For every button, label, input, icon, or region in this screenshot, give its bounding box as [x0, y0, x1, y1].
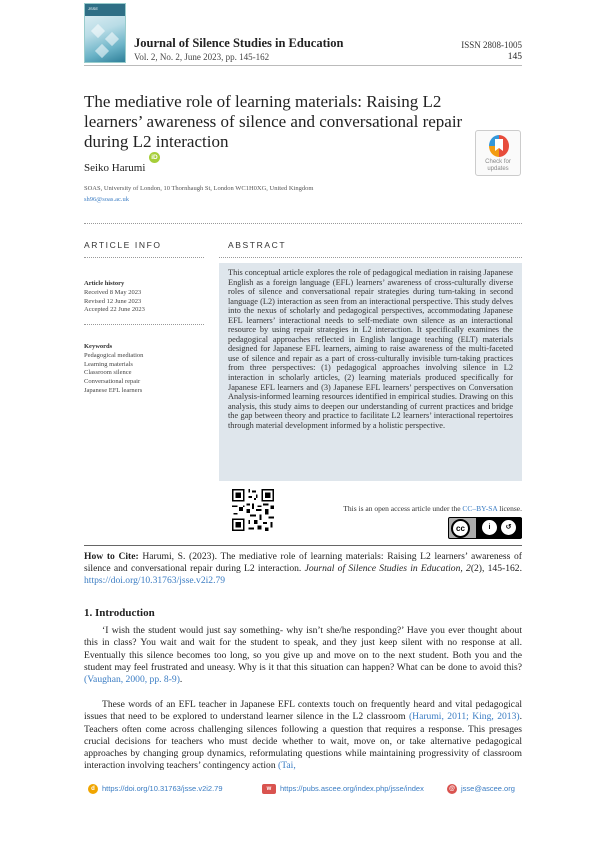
- footer-email-text: jsse@ascee.org: [461, 784, 515, 793]
- footer-url-text: https://pubs.ascee.org/index.php/jsse/index: [280, 784, 424, 793]
- intro-quote-end: .: [179, 674, 183, 685]
- citation-link[interactable]: (Vaughan, 2000, pp. 8-9): [84, 674, 180, 685]
- history-heading: Article history: [84, 280, 125, 287]
- crossmark-label-1: Check for: [485, 159, 511, 165]
- citation-pages: (2), 145-162.: [470, 563, 523, 575]
- citation-link[interactable]: (Harumi, 2011; King, 2013): [408, 711, 520, 723]
- keyword-item: Conversational repair: [84, 378, 141, 386]
- www-icon: w: [262, 784, 276, 794]
- abstract-divider: [219, 257, 522, 258]
- keywords-block: [84, 343, 204, 396]
- author-name: Seiko Harumi: [84, 162, 146, 174]
- footer-email[interactable]: [447, 784, 515, 794]
- journal-volume-info: Vol. 2, No. 2, June 2023, pp. 145-162: [134, 52, 270, 62]
- footer-doi-text: https://doi.org/10.31763/jsse.v2i2.79: [102, 784, 223, 793]
- cover-text: JSSE: [88, 6, 99, 11]
- article-info-label: ARTICLE INFO: [84, 240, 162, 250]
- journal-name: Journal of Silence Studies in Education: [134, 36, 344, 50]
- qr-code-icon: [230, 487, 276, 533]
- email-icon: @: [447, 784, 457, 794]
- attribution-icon: i: [482, 520, 497, 535]
- how-to-cite-label: How to Cite:: [84, 551, 139, 562]
- intro-paragraph-2: [84, 699, 522, 773]
- citation-rule: [84, 545, 522, 546]
- author-email-link[interactable]: sh96@soas.ac.uk: [84, 196, 129, 203]
- abstract-box: [219, 263, 522, 481]
- header-rule: [84, 65, 522, 66]
- license-text-before: This is an open access article under the: [343, 504, 463, 513]
- received-date: Received 8 May 2023: [84, 288, 142, 296]
- accepted-date: Accepted 22 June 2023: [84, 306, 145, 314]
- crossmark-label-2: updates: [487, 166, 509, 172]
- article-info-divider: [84, 257, 204, 258]
- author-affiliation: SOAS, University of London, 10 Thornhaugh St, London WC1H0XG, United Kingdom: [84, 185, 314, 192]
- orcid-icon[interactable]: iD: [149, 152, 160, 163]
- how-to-cite: [84, 551, 522, 588]
- footer-url[interactable]: [262, 784, 424, 794]
- cc-icon: cc: [451, 519, 470, 538]
- intro-p2-text-a: These words of an EFL teacher in Japanese EFL contexts touch on frequently heard and vital pedagogical issues that need to be explored to understand learner silence in the L2 classroom: [84, 699, 522, 723]
- share-alike-icon: ↺: [501, 520, 516, 535]
- section-divider: [84, 223, 522, 224]
- page-number: 145: [507, 52, 522, 62]
- article-title: The mediative role of learning materials: Raising L2 learners’ awareness of silence and conversational repair during L2 interaction: [84, 92, 463, 151]
- section-heading-introduction: 1. Introduction: [84, 607, 155, 619]
- journal-cover-thumbnail: [84, 3, 126, 63]
- license-text-after: license.: [497, 504, 522, 513]
- keyword-item: Pedagogical mediation: [84, 351, 144, 359]
- bookmark-icon: [489, 135, 509, 157]
- article-info-divider-2: [84, 324, 204, 325]
- footer-doi[interactable]: [88, 784, 223, 794]
- intro-paragraph-1: [84, 625, 522, 686]
- keyword-item: Japanese EFL learners: [84, 386, 143, 394]
- citation-text: Harumi, S. (2023). The mediative role of learning materials: Raising L2 learners’ awareness of silence and conversational repair during L2 interaction.: [84, 551, 522, 575]
- open-access-statement: [343, 504, 522, 513]
- citation-link[interactable]: (Tai,: [278, 760, 296, 772]
- cc-by-sa-link[interactable]: CC–BY-SA: [462, 504, 498, 513]
- cc-by-sa-badge-icon[interactable]: [448, 517, 522, 539]
- keyword-item: Learning materials: [84, 360, 133, 368]
- abstract-label: ABSTRACT: [228, 240, 287, 250]
- issn: ISSN 2808-1005: [461, 40, 522, 50]
- intro-quote-text: ‘I wish the student would just say something- why isn’t she/he responding?’ Have you ever thought about this in class? You wait and wait for the student to speak, and they just keep silent with no response at all. Eventually this silence becomes too long, so you give up and move on to the next student. Both you and the student may feel frustrated and uneasy. Why is it that this situation can happen? What can be done to avoid this?: [84, 625, 522, 673]
- revised-date: Revised 12 June 2023: [84, 297, 142, 305]
- citation-doi-link[interactable]: https://doi.org/10.31763/jsse.v2i2.79: [84, 575, 226, 587]
- doi-icon: d: [88, 784, 98, 794]
- keywords-heading: Keywords: [84, 343, 113, 350]
- intro-p2-text-b: . Teachers often come across challenging silences following a question that requires a response. This presages crucial decisions for teachers who must decide whether to wait, move on, or take alternative pedagogical approaches by changing group dynamics, reformulating questions while maintaining progressivity of classroom interaction involving teachers’ contingency action: [84, 711, 523, 772]
- abstract-text: This conceptual article explores the role of pedagogical mediation in raising Japanese English as a foreign language (EFL) learners’ awareness of cross-culturally diverse roles of silence and conversational repair strategies during turn-taking in second language (L2) interaction as seen from an interactional perspective. This study delves into the nexus of scholarly and pedagogical perspectives, accommodating Japanese EFL learners’ interactional needs to self-mediate own silence as an interactional resource by using repair strategies in L2 interaction. It specifically examines the pedagogical approaches reflected in English language teaching (ELT) materials designed for Japanese EFL learners, aiming to raise awareness of the multi-faceted use of silence and repair as a part of cross-culturally invisible turn-taking practices from three perspectives: (1) pedagogical approaches involving silence in L2 interaction in scholarly articles, (2) learning materials produced specifically for Japanese EFL learners and (3) Japanese EFL learners’ perspectives on Conversation Analysis-informed learning resources identified in empirical studies. Drawing on this analysis, this study aims to deepen our understanding of current practices and bridge the gap between theory and practice to facilitate L2 learners’ interactional repertoires through material development informed by a holistic perspective.: [228, 268, 513, 430]
- citation-journal: Journal of Silence Studies in Education, 2: [304, 563, 471, 575]
- crossmark-check-for-updates[interactable]: [475, 130, 521, 176]
- keyword-item: Classroom silence: [84, 369, 132, 377]
- article-history: [84, 280, 204, 315]
